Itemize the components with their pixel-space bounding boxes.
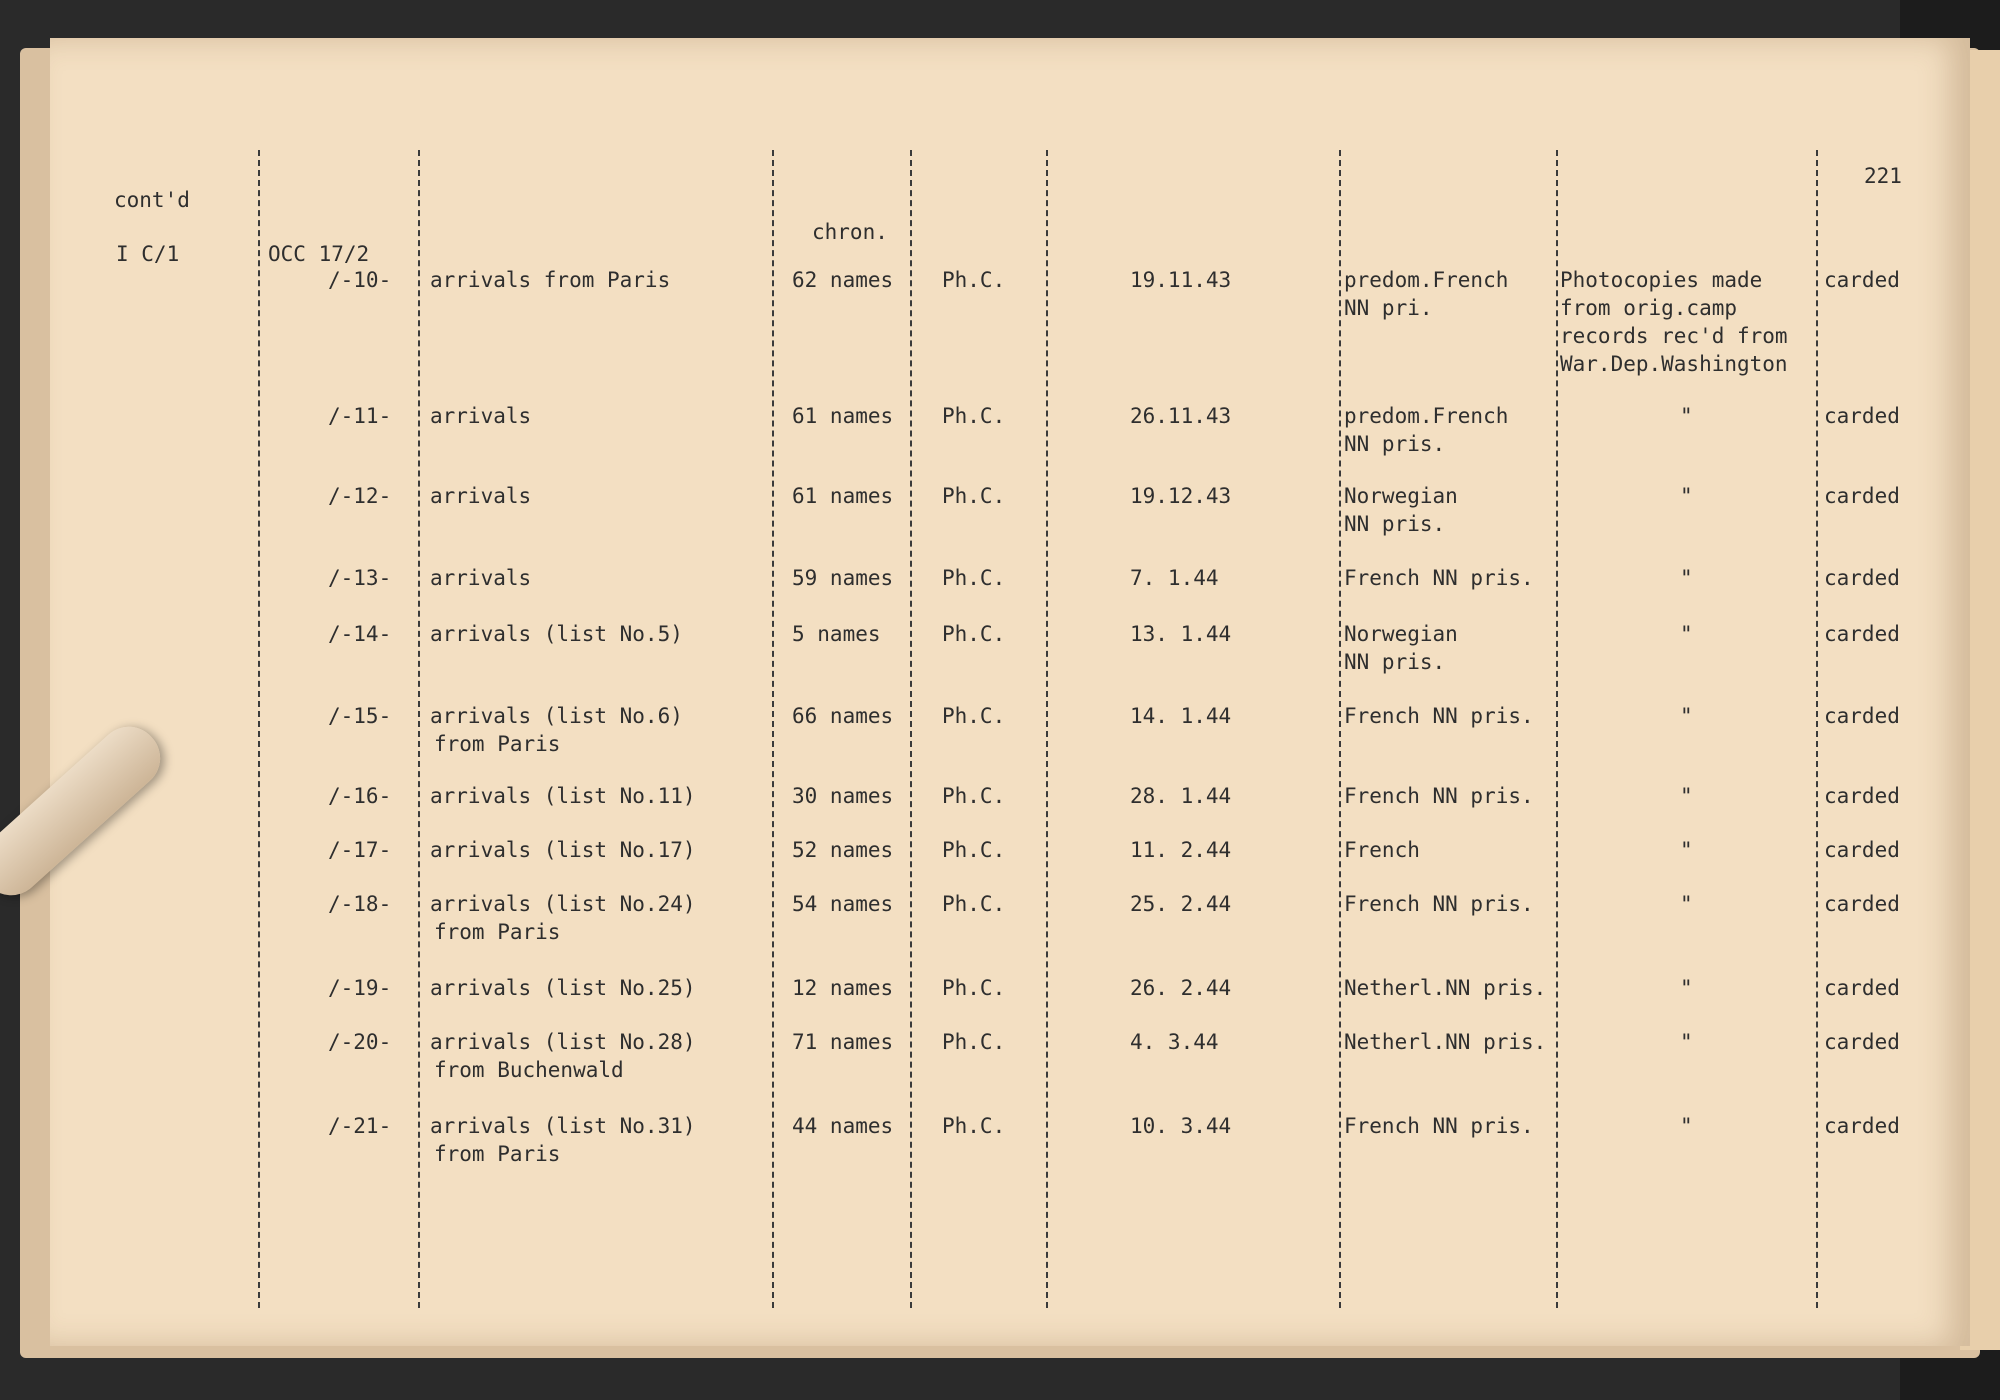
cell-remark1: "	[1680, 838, 1693, 862]
cell-desc1: arrivals (list No.6)	[430, 704, 683, 728]
page-number: 221	[1864, 164, 1902, 188]
cell-nat1: predom.French	[1344, 404, 1509, 428]
cell-num: /-16-	[328, 784, 392, 808]
cell-remark1: "	[1680, 976, 1693, 1000]
column-rule	[258, 150, 260, 1308]
cell-names: 30 names	[792, 784, 894, 808]
cell-names: 62 names	[792, 268, 894, 292]
cell-names: 12 names	[792, 976, 894, 1000]
cell-date: 28. 1.44	[1130, 784, 1232, 808]
column-rule	[1046, 150, 1048, 1308]
chron-header: chron.	[812, 220, 888, 244]
cell-date: 13. 1.44	[1130, 622, 1232, 646]
cell-num: /-20-	[328, 1030, 392, 1054]
cell-status: carded	[1824, 892, 1900, 916]
cell-nat1: Norwegian	[1344, 622, 1458, 646]
cell-nat1: Netherl.NN pris.	[1344, 1030, 1547, 1054]
cell-remark1: "	[1680, 484, 1693, 508]
cell-status: carded	[1824, 976, 1900, 1000]
cell-desc1: arrivals (list No.5)	[430, 622, 683, 646]
cell-nat1: French NN pris.	[1344, 892, 1534, 916]
cell-type: Ph.C.	[942, 784, 1006, 808]
cell-names: 44 names	[792, 1114, 894, 1138]
cell-desc1: arrivals	[430, 484, 532, 508]
cell-date: 4. 3.44	[1130, 1030, 1219, 1054]
cell-nat1: predom.French	[1344, 268, 1509, 292]
cell-remark1: "	[1680, 1030, 1693, 1054]
cell-remark1: "	[1680, 566, 1693, 590]
cell-desc1: arrivals (list No.24)	[430, 892, 696, 916]
cell-status: carded	[1824, 1114, 1900, 1138]
cell-type: Ph.C.	[942, 1114, 1006, 1138]
cell-desc1: arrivals	[430, 566, 532, 590]
cell-remark1: "	[1680, 622, 1693, 646]
cell-desc1: arrivals (list No.17)	[430, 838, 696, 862]
cell-remark3: records rec'd from	[1560, 324, 1788, 348]
cell-status: carded	[1824, 1030, 1900, 1054]
cell-num: /-19-	[328, 976, 392, 1000]
cell-remark1: "	[1680, 404, 1693, 428]
cell-date: 14. 1.44	[1130, 704, 1232, 728]
cell-names: 52 names	[792, 838, 894, 862]
cell-status: carded	[1824, 838, 1900, 862]
cell-names: 59 names	[792, 566, 894, 590]
cell-num: /-17-	[328, 838, 392, 862]
cell-names: 61 names	[792, 484, 894, 508]
cell-remark1: "	[1680, 1114, 1693, 1138]
cell-nat2: NN pris.	[1344, 432, 1446, 456]
cell-type: Ph.C.	[942, 838, 1006, 862]
column-rule	[1556, 150, 1558, 1308]
cell-status: carded	[1824, 566, 1900, 590]
cell-type: Ph.C.	[942, 892, 1006, 916]
cell-nat1: Netherl.NN pris.	[1344, 976, 1547, 1000]
section-code: I C/1	[116, 242, 180, 266]
cell-desc1: arrivals (list No.25)	[430, 976, 696, 1000]
column-rule	[1339, 150, 1341, 1308]
cell-type: Ph.C.	[942, 404, 1006, 428]
column-rule	[772, 150, 774, 1308]
cell-remark1: "	[1680, 892, 1693, 916]
cell-type: Ph.C.	[942, 622, 1006, 646]
cell-type: Ph.C.	[942, 268, 1006, 292]
column-rule	[418, 150, 420, 1308]
cell-remark1: "	[1680, 704, 1693, 728]
cell-nat2: NN pris.	[1344, 512, 1446, 536]
cell-num: /-21-	[328, 1114, 392, 1138]
cell-nat2: NN pri.	[1344, 296, 1433, 320]
occ-code: OCC 17/2	[268, 242, 370, 266]
cell-names: 61 names	[792, 404, 894, 428]
column-rule	[1816, 150, 1818, 1308]
cell-num: /-12-	[328, 484, 392, 508]
cell-desc2: from Paris	[434, 1142, 561, 1166]
cell-nat1: French NN pris.	[1344, 566, 1534, 590]
cell-nat1: French	[1344, 838, 1420, 862]
cell-status: carded	[1824, 784, 1900, 808]
cell-nat1: French NN pris.	[1344, 1114, 1534, 1138]
cell-date: 19.11.43	[1130, 268, 1232, 292]
cell-date: 26.11.43	[1130, 404, 1232, 428]
cell-nat1: Norwegian	[1344, 484, 1458, 508]
cell-date: 7. 1.44	[1130, 566, 1219, 590]
cell-remark2: from orig.camp	[1560, 296, 1738, 320]
cell-desc1: arrivals (list No.28)	[430, 1030, 696, 1054]
cell-names: 54 names	[792, 892, 894, 916]
cell-names: 5 names	[792, 622, 881, 646]
cell-nat1: French NN pris.	[1344, 704, 1534, 728]
cell-date: 11. 2.44	[1130, 838, 1232, 862]
cell-num: /-10-	[328, 268, 392, 292]
cell-date: 19.12.43	[1130, 484, 1232, 508]
cell-type: Ph.C.	[942, 484, 1006, 508]
cell-status: carded	[1824, 268, 1900, 292]
cell-remark1: Photocopies made	[1560, 268, 1763, 292]
cell-desc1: arrivals from Paris	[430, 268, 671, 292]
continued-label: cont'd	[114, 188, 190, 212]
cell-num: /-13-	[328, 566, 392, 590]
cell-date: 10. 3.44	[1130, 1114, 1232, 1138]
cell-desc2: from Paris	[434, 732, 561, 756]
cell-num: /-18-	[328, 892, 392, 916]
cell-date: 26. 2.44	[1130, 976, 1232, 1000]
cell-desc1: arrivals	[430, 404, 532, 428]
column-rule	[910, 150, 912, 1308]
cell-nat2: NN pris.	[1344, 650, 1446, 674]
cell-type: Ph.C.	[942, 1030, 1006, 1054]
cell-desc1: arrivals (list No.11)	[430, 784, 696, 808]
cell-type: Ph.C.	[942, 976, 1006, 1000]
cell-nat1: French NN pris.	[1344, 784, 1534, 808]
cell-num: /-15-	[328, 704, 392, 728]
ledger-page	[50, 38, 1970, 1346]
cell-remark1: "	[1680, 784, 1693, 808]
cell-desc2: from Buchenwald	[434, 1058, 624, 1082]
cell-remark4: War.Dep.Washington	[1560, 352, 1788, 376]
cell-status: carded	[1824, 484, 1900, 508]
cell-status: carded	[1824, 704, 1900, 728]
cell-status: carded	[1824, 622, 1900, 646]
cell-desc2: from Paris	[434, 920, 561, 944]
cell-type: Ph.C.	[942, 566, 1006, 590]
cell-desc1: arrivals (list No.31)	[430, 1114, 696, 1138]
cell-names: 66 names	[792, 704, 894, 728]
cell-type: Ph.C.	[942, 704, 1006, 728]
cell-status: carded	[1824, 404, 1900, 428]
cell-num: /-14-	[328, 622, 392, 646]
cell-num: /-11-	[328, 404, 392, 428]
cell-names: 71 names	[792, 1030, 894, 1054]
cell-date: 25. 2.44	[1130, 892, 1232, 916]
